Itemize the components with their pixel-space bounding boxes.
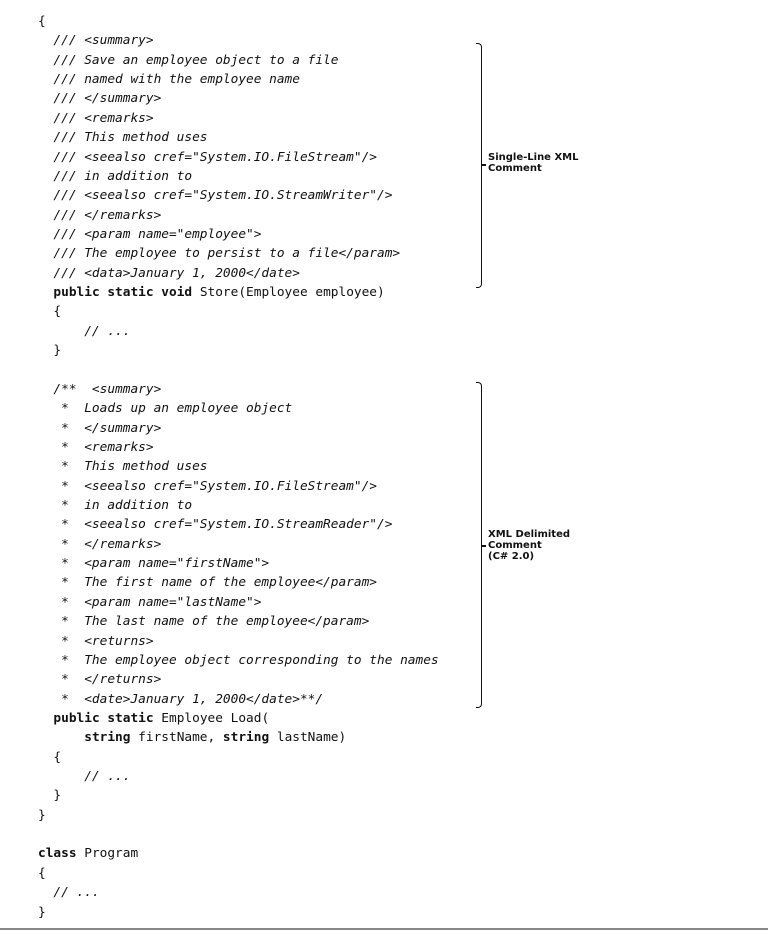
code-text: Employee Load(: [153, 710, 270, 726]
code-comment: * in addition to: [38, 497, 193, 513]
code-comment: * <seealso cref="System.IO.FileStream"/>: [38, 478, 377, 494]
code-line: [38, 419, 439, 438]
code-line: [38, 89, 439, 108]
code-line: [38, 496, 439, 515]
code-line: [38, 515, 439, 534]
code-line: [38, 883, 439, 902]
code-line: [38, 167, 439, 186]
code-text: [38, 711, 53, 726]
code-line: [38, 806, 439, 825]
code-line: [38, 302, 439, 321]
code-keyword: string: [222, 730, 270, 746]
code-line: [38, 748, 439, 767]
code-line: [38, 283, 439, 302]
code-line: [38, 244, 439, 263]
code-comment: * The employee object corresponding to the names: [38, 652, 439, 668]
code-line: [38, 31, 439, 50]
code-comment: * <seealso cref="System.IO.StreamReader"/>: [38, 517, 393, 533]
delimited-comment-bracket-tick: [481, 545, 486, 547]
code-line: [38, 864, 439, 883]
code-line: [38, 844, 439, 863]
code-line: [38, 70, 439, 89]
code-line: [38, 109, 439, 128]
code-line: [38, 360, 439, 379]
code-comment: * The first name of the employee</param>: [38, 575, 377, 591]
code-comment: * This method uses: [38, 459, 208, 475]
code-line: [38, 322, 439, 341]
code-comment: /// <seealso cref="System.IO.FileStream"/>: [38, 149, 377, 165]
code-line: [38, 554, 439, 573]
code-comment: // ...: [38, 769, 131, 785]
delimited-comment-label: XML Delimited Comment (C# 2.0): [488, 529, 571, 562]
code-line: [38, 612, 439, 631]
code-comment: * <param name="lastName">: [38, 594, 262, 610]
code-line: [38, 438, 439, 457]
code-line: [38, 12, 439, 31]
code-line: [38, 786, 439, 805]
code-comment: /// in addition to: [38, 168, 193, 184]
code-text: }: [38, 904, 46, 920]
code-line: [38, 477, 439, 496]
code-line: [38, 380, 439, 399]
code-comment: * The last name of the employee</param>: [38, 614, 370, 630]
code-keyword: public static: [53, 710, 154, 726]
code-comment: /// <summary>: [38, 33, 154, 49]
code-text: [38, 285, 53, 300]
code-comment: // ...: [38, 885, 100, 901]
code-text: [38, 730, 84, 745]
code-comment: /// Save an employee object to a file: [38, 52, 339, 68]
code-text: }: [38, 343, 62, 359]
bottom-rule: [0, 928, 768, 930]
code-comment: /// named with the employee name: [38, 72, 300, 88]
code-comment: // ...: [38, 323, 131, 339]
single-line-comment-bracket-tick: [481, 164, 486, 166]
code-line: [38, 148, 439, 167]
code-text: Store(Employee employee): [192, 285, 385, 301]
code-line: [38, 225, 439, 244]
code-line: [38, 573, 439, 592]
code-line: [38, 264, 439, 283]
code-line: [38, 593, 439, 612]
code-line: [38, 903, 439, 922]
code-text: {: [38, 304, 62, 320]
code-text: {: [38, 865, 46, 881]
code-listing: [38, 12, 439, 922]
code-line: [38, 767, 439, 786]
code-text: Program: [76, 846, 139, 862]
code-line: [38, 399, 439, 418]
code-text: {: [38, 14, 46, 29]
code-keyword: public static void: [53, 285, 193, 301]
code-line: [38, 341, 439, 360]
code-line: [38, 206, 439, 225]
code-line: [38, 186, 439, 205]
code-line: [38, 51, 439, 70]
single-line-comment-label: Single-Line XML Comment: [488, 152, 579, 174]
code-line: [38, 709, 439, 728]
code-comment: /// This method uses: [38, 130, 208, 146]
code-line: [38, 690, 439, 709]
code-text: lastName): [269, 730, 347, 746]
code-comment: * </summary>: [38, 420, 162, 436]
code-comment: /// The employee to persist to a file</param>: [38, 246, 401, 262]
code-comment: * <returns>: [38, 633, 154, 649]
code-keyword: string: [84, 730, 131, 746]
code-comment: * </remarks>: [38, 536, 162, 552]
code-line: [38, 825, 439, 844]
code-comment: * <param name="firstName">: [38, 556, 270, 572]
code-text: }: [38, 807, 46, 823]
code-comment: /// </remarks>: [38, 207, 162, 223]
code-comment: /// <remarks>: [38, 110, 154, 126]
code-comment: * <remarks>: [38, 439, 154, 455]
code-comment: /// <param name="employee">: [38, 226, 262, 242]
code-comment: * Loads up an employee object: [38, 401, 293, 417]
code-line: [38, 728, 439, 747]
code-comment: /// <data>January 1, 2000</date>: [38, 265, 300, 281]
code-line: [38, 632, 439, 651]
code-line: [38, 670, 439, 689]
code-line: [38, 128, 439, 147]
code-keyword: class: [38, 846, 77, 862]
code-line: [38, 651, 439, 670]
code-comment: /** <summary>: [38, 381, 162, 397]
code-line: [38, 535, 439, 554]
code-text: }: [38, 788, 62, 804]
code-comment: * </returns>: [38, 672, 162, 688]
code-comment: * <date>January 1, 2000</date>**/: [38, 691, 324, 707]
code-line: [38, 457, 439, 476]
code-comment: /// </summary>: [38, 91, 162, 107]
code-text: {: [38, 749, 62, 765]
code-comment: /// <seealso cref="System.IO.StreamWriter"/>: [38, 188, 393, 204]
code-text: firstName,: [130, 730, 223, 746]
